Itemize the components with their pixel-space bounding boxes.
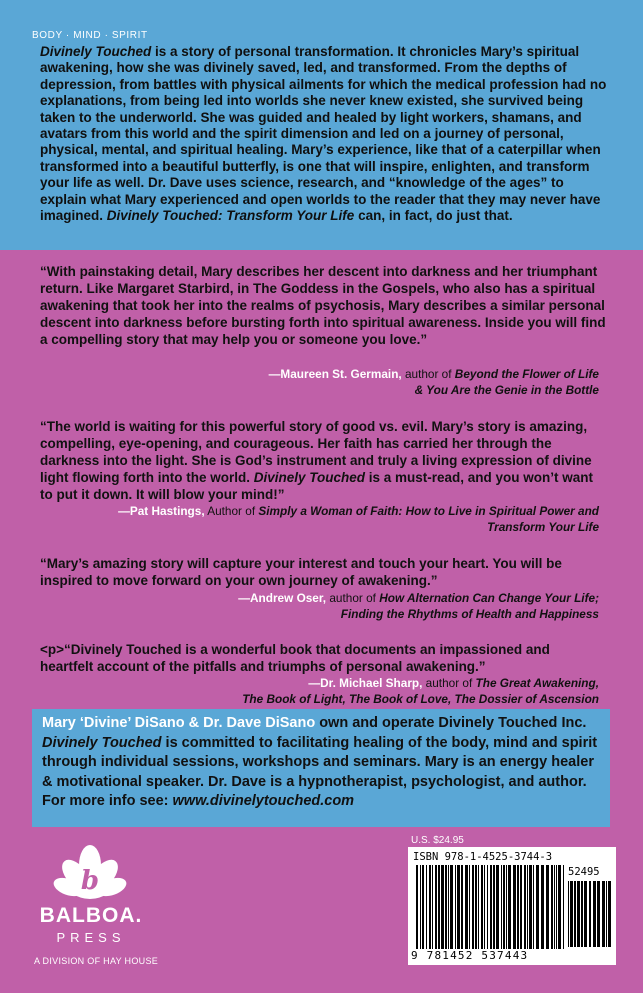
attribution-4: [242, 675, 599, 707]
quote-works: The Book of Light, The Book of Love, The Dossier of Ascension: [242, 692, 599, 706]
intro-paragraph: [40, 44, 608, 224]
barcode-bar: [506, 865, 507, 949]
quote-works: Beyond the Flower of Life: [454, 367, 599, 381]
quote-author-name: —Andrew Oser,: [238, 591, 327, 605]
barcode-bar: [469, 865, 470, 949]
barcode-bar: [455, 865, 456, 949]
barcode-bar: [520, 865, 522, 949]
barcode-supplement-digits: 52495: [568, 866, 600, 878]
barcode-bar: [581, 881, 583, 947]
barcode-bar: [608, 881, 611, 947]
barcode-bar: [450, 865, 453, 949]
barcode-bar: [584, 881, 587, 947]
attribution-3: [238, 590, 599, 622]
barcode-bar: [524, 865, 526, 949]
barcode-bar: [577, 881, 580, 947]
category-label: BODY · MIND · SPIRIT: [32, 30, 148, 41]
publisher-name: BALBOA.: [39, 904, 143, 927]
barcode-bar: [593, 881, 596, 947]
barcode-supplement-bars: [568, 881, 614, 947]
barcode-bar: [568, 881, 569, 947]
barcode-bar: [503, 865, 505, 949]
barcode-bars: [416, 865, 566, 949]
barcode-bar: [597, 881, 600, 947]
barcode-bar: [558, 865, 561, 949]
barcode-bar: [546, 865, 549, 949]
attribution-2: [118, 503, 599, 535]
author-of: author of: [401, 367, 455, 381]
quote-works: Transform Your Life: [487, 520, 599, 534]
author-bio-box: [32, 709, 610, 827]
isbn-label: ISBN 978-1-4525-3744-3: [413, 851, 553, 863]
barcode-digits: 9 781452 537443: [411, 949, 529, 962]
quote-works: & You Are the Genie in the Bottle: [414, 383, 599, 397]
barcode-bar: [533, 865, 534, 949]
quote-works: How Alternation Can Change Your Life;: [379, 591, 599, 605]
quote-works: Finding the Rhythms of Health and Happiness: [340, 607, 599, 621]
quote-2: [40, 418, 606, 503]
quote-4: <p>“Divinely Touched is a wonderful book that documents an impassioned and heartfelt account of the pitfalls and triumphs of personal awakening.”: [40, 642, 550, 674]
quote-works: Simply a Woman of Faith: How to Live in Spiritual Power and: [258, 504, 599, 518]
intro-text-2: can, in fact, do just that.: [354, 208, 513, 224]
book-full-title: Divinely Touched: Transform Your Life: [106, 208, 355, 224]
author-of: Author of: [204, 504, 259, 518]
barcode-bar: [461, 865, 463, 949]
barcode-bar: [529, 865, 532, 949]
barcode-bar: [517, 865, 519, 949]
barcode-bar: [429, 865, 431, 949]
publisher-sub: PRESS: [56, 930, 126, 945]
barcode-bar: [513, 865, 516, 949]
author-bio-text: is committed to facilitating healing of the body, mind and spirit through individual sessions, workshops and seminars. Mary is an energy healer & motivational speaker. Dr. Dave is a hypnotherapist, psychologist, and author. For more info see:: [42, 734, 598, 809]
author-of: author of: [326, 591, 380, 605]
company-name: Divinely Touched: [42, 734, 162, 751]
barcode-bar: [536, 865, 539, 949]
barcode-bar: [472, 865, 474, 949]
barcode-bar: [556, 865, 557, 949]
quote-works: The Great Awakening,: [475, 676, 599, 690]
barcode-bar: [416, 865, 418, 949]
book-title: Divinely Touched: [40, 44, 152, 59]
barcode-bar: [422, 865, 424, 949]
barcode-bar: [541, 865, 544, 949]
barcode-bar: [574, 881, 576, 947]
barcode-bar: [457, 865, 460, 949]
barcode-bar: [478, 865, 479, 949]
author-bio-text: own and operate Divinely Touched Inc.: [315, 715, 587, 731]
barcode-bar: [602, 881, 605, 947]
barcode-bar: [448, 865, 449, 949]
quote-author-name: —Dr. Michael Sharp,: [308, 676, 423, 690]
barcode-bar: [508, 865, 511, 949]
barcode-bar: [475, 865, 477, 949]
barcode-bar: [551, 865, 553, 949]
barcode-bar: [441, 865, 444, 949]
barcode-bar: [496, 865, 499, 949]
barcode-bar: [484, 865, 485, 949]
barcode-bar: [527, 865, 528, 949]
quote-author-name: —Pat Hastings,: [118, 504, 205, 518]
barcode-bar: [435, 865, 437, 949]
barcode-bar: [432, 865, 433, 949]
barcode: [408, 847, 616, 965]
quote-1: “With painstaking detail, Mary describes her descent into darkness and her triumphant return. Like Margaret Starbird, in The Goddess in the Gospels, who also has a spiritual awakening that took her into the realms of psychosis, Mary describes a similar personal descent into darkness before bursting forth into spiritual awareness. Inside you will find a compelling story that may help you or someone you love.”: [40, 264, 606, 347]
website-url: www.divinelytouched.com: [172, 793, 355, 809]
barcode-bar: [426, 865, 427, 949]
barcode-bar: [490, 865, 492, 949]
barcode-bar: [589, 881, 591, 947]
quote-book-title: Divinely Touched: [253, 470, 365, 485]
barcode-bar: [606, 881, 607, 947]
author-names: Mary ‘Divine’ DiSano & Dr. Dave DiSano: [42, 715, 316, 731]
quote-text: “The world is waiting for this powerful story of good vs. evil. Mary’s story is amazing, compelling, eye-opening, and courageous. Her faith has carried her through the darkness into the light. She is God’s instrument and truly a living expression of divine light flowing forth into the world.: [40, 419, 592, 485]
price: U.S. $24.95: [411, 835, 464, 846]
intro-text-1: is a story of personal transformation. It chronicles Mary’s spiritual awakening, how she was divinely saved, led, and transformed. From the depths of depression, from battles with physical ailments for which the medical profession had no explanations, from being led into worlds she never knew existed, she survived being taken to the underworld. She was guided and healed by light workers, shamans, and avatars from this world and the spirit dimension and led on a journey of personal, physical, mental, and spiritual healing. Mary’s experience, like that of a caterpillar when transformed into a beautiful butterfly, is one that will inspire, enlighten, and transform your life as well. Dr. Dave uses science, research, and “knowledge of the ages” to explain what Mary experienced and open worlds to the reader that they may never have imagined.: [40, 44, 607, 224]
barcode-bar: [554, 865, 555, 949]
barcode-bar: [493, 865, 495, 949]
barcode-bar: [438, 865, 440, 949]
barcode-bar: [563, 865, 564, 949]
barcode-bar: [465, 865, 468, 949]
quote-3: “Mary’s amazing story will capture your interest and touch your heart. You will be inspired to move forward on your own journey of awakening.”: [40, 556, 562, 588]
barcode-bar: [420, 865, 421, 949]
attribution-1: [269, 366, 599, 398]
lotus-icon: [28, 843, 158, 913]
quote-text: is a must-read, and you won’t want to put it down. It will blow your mind!”: [40, 470, 594, 502]
barcode-bar: [570, 881, 573, 947]
barcode-bar: [487, 865, 488, 949]
barcode-bar: [445, 865, 447, 949]
quote-author-name: —Maureen St. Germain,: [268, 367, 402, 381]
logo-letter: b: [80, 866, 100, 896]
barcode-bar: [481, 865, 483, 949]
barcode-bar: [501, 865, 502, 949]
publisher-division: A DIVISION OF HAY HOUSE: [33, 956, 159, 966]
author-of: author of: [422, 676, 476, 690]
